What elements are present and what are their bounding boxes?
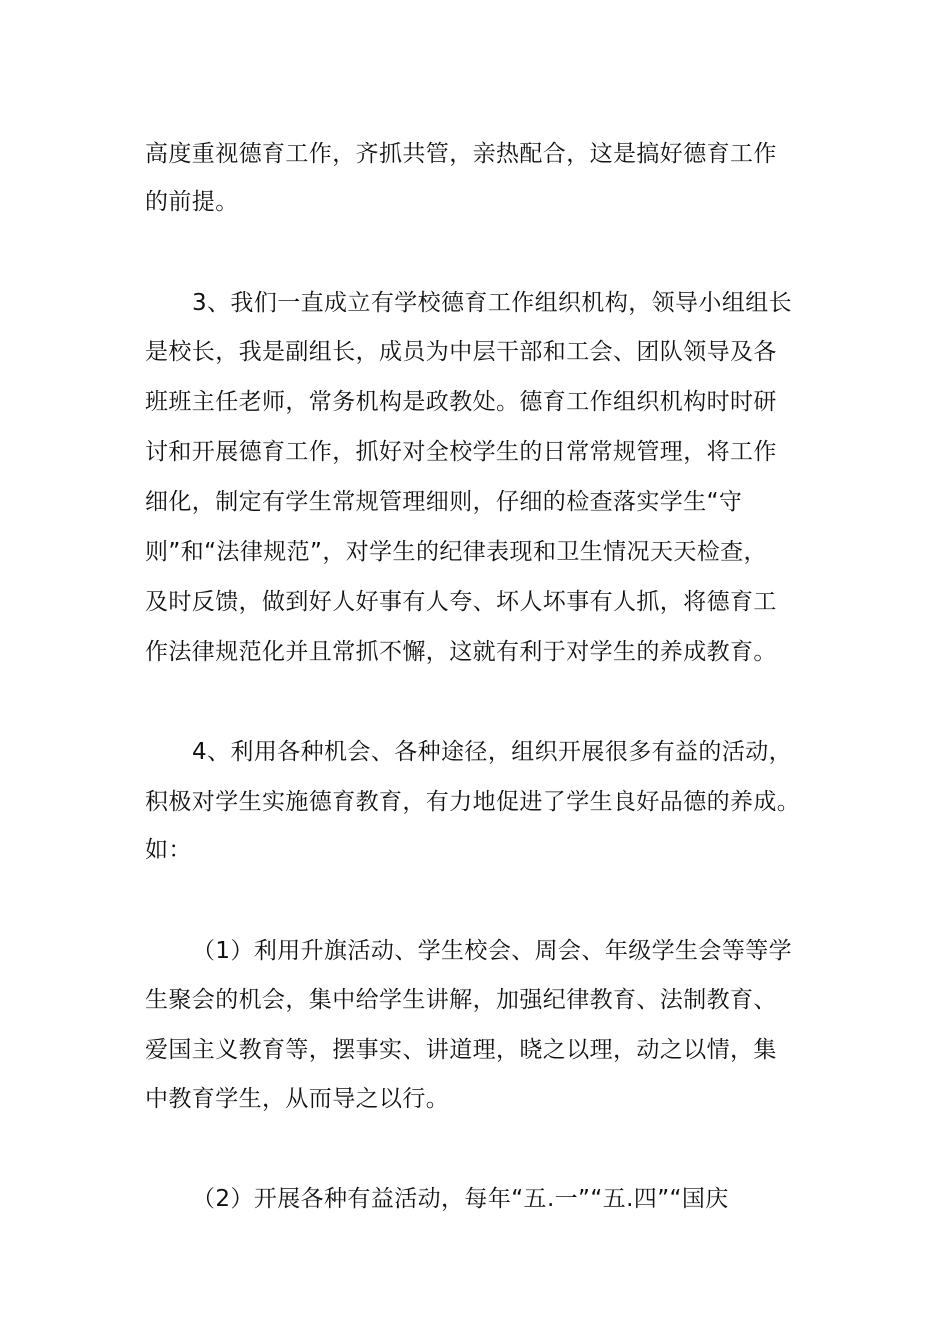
paragraph-3-line-2: 积极对学生实施德育教育，有力地促进了学生良好品德的养成。	[145, 789, 801, 815]
paragraph-2-line-3: 班班主任老师，常务机构是政教处。德育工作组织机构时时研	[145, 389, 777, 415]
paragraph-5-line-1: （2）开展各种有益活动，每年“五.一”“五.四”“国庆	[192, 1186, 729, 1212]
paragraph-4-line-1: （1）利用升旗活动、学生校会、周会、年级学生会等等学	[192, 938, 793, 964]
paragraph-2-line-4: 讨和开展德育工作，抓好对全校学生的日常常规管理，将工作	[145, 439, 777, 465]
paragraph-2-line-5: 细化，制定有学生常规管理细则，仔细的检查落实学生“守	[145, 489, 743, 515]
paragraph-2-line-6: 则”和“法律规范”，对学生的纪律表现和卫生情况天天检查，	[145, 539, 767, 565]
paragraph-3-line-1: 4、利用各种机会、各种途径，组织开展很多有益的活动，	[192, 739, 793, 765]
paragraph-4-line-4: 中教育学生，从而导之以行。	[145, 1086, 450, 1112]
paragraph-4-line-3: 爱国主义教育等，摆事实、讲道理，晓之以理，动之以情，集	[145, 1037, 777, 1063]
paragraph-2-line-8: 作法律规范化并且常抓不懈，这就有利于对学生的养成教育。	[145, 639, 777, 665]
paragraph-1-line-2: 的前提。	[145, 189, 239, 215]
paragraph-1-line-1: 高度重视德育工作，齐抓共管，亲热配合，这是搞好德育工作	[145, 141, 777, 167]
paragraph-4-line-2: 生聚会的机会，集中给学生讲解，加强纪律教育、法制教育、	[145, 987, 777, 1013]
paragraph-2-line-1: 3、我们一直成立有学校德育工作组织机构，领导小组组长	[192, 290, 793, 316]
paragraph-3-line-3: 如：	[145, 837, 192, 863]
paragraph-2-line-7: 及时反馈，做到好人好事有人夸、坏人坏事有人抓，将德育工	[145, 589, 777, 615]
paragraph-2-line-2: 是校长，我是副组长，成员为中层干部和工会、团队领导及各	[145, 339, 777, 365]
